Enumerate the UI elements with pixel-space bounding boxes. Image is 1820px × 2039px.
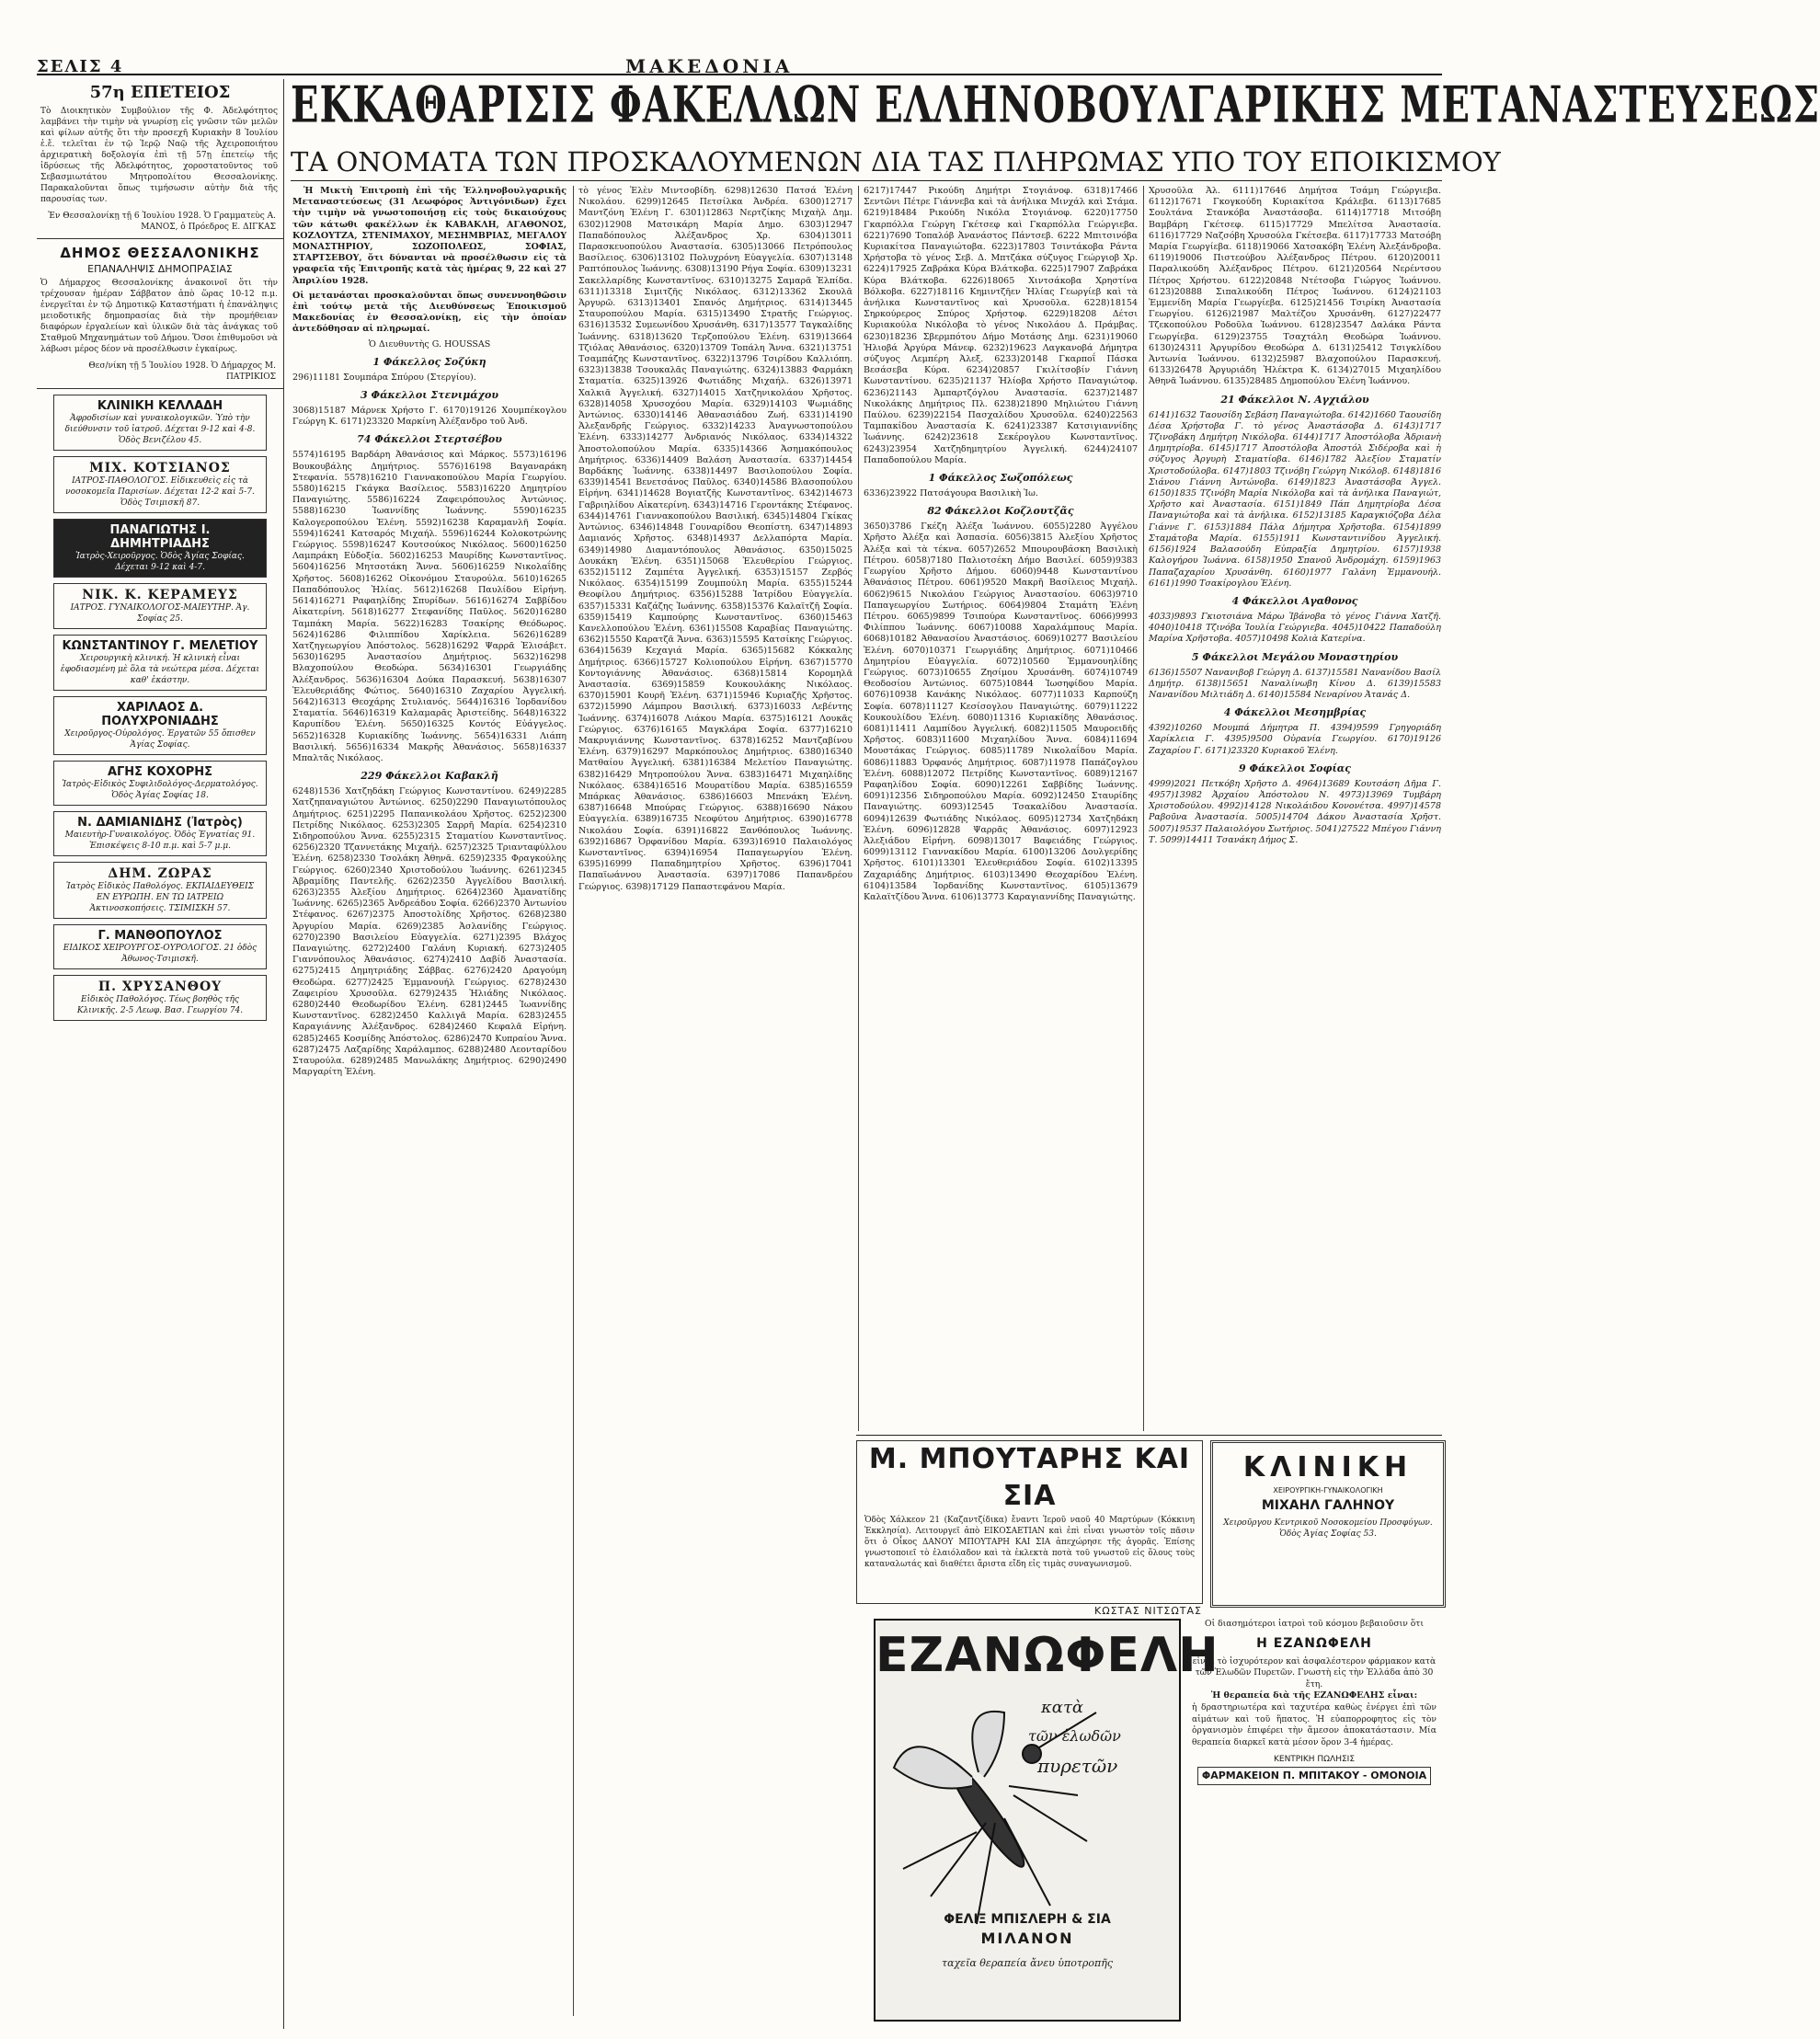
ad-title: ΑΓΗΣ ΚΟΧΟΡΗΣ (107, 765, 213, 779)
ezinfo-body: εἶναι τὸ ἰσχυρότερον καὶ ἀσφαλέστερον φάρμακον κατὰ τῶν Ἑλωδῶν Πυρετῶν. Γνωστὴ εἰς τὴν Ἑλλάδα ἀπὸ 30 ἔτη. (1192, 1655, 1437, 1690)
ad-title: Ν. ΔΑΜΙΑΝΙΔΗΣ (Ἰατρὸς) (77, 816, 243, 830)
ad-kochoris (53, 761, 267, 806)
divider (37, 388, 283, 389)
folder-heading: 82 Φάκελλοι Κοζλουτζᾶς (927, 505, 1074, 518)
ad-text: Ἰατρὸς Εἰδικὸς Παθολόγος. ΕΚΠΑΙΔΕΥΘΕΙΣ ΕΝ ΕΥΡΩΠΗ. ΕΝ ΤΩ ΙΑΤΡΕΙΩ Ἀκτινοσκοπήσεις. ΤΣΙΜΙΣΚΗ 57. (65, 882, 255, 913)
folder-list: Χρυσοῦλα Ἀλ. 6111)17646 Δημήτσα Τσάμη Γεώργιεβα. 6112)17671 Γκογκούδη Κυριακίτσα Κράλεβα. 6113)17685 Σουλτάνα Στανκόβα Ἀναστάσοβα. 6114)17718 Μιτσόβη Βαμβάρη Γκέτσεφ. 6115)17729 Μπελίτσα Ἀναστασία. 6116)17729 Ναζσόβη Χρυσούλα Γκέτσεβα. 6117)17733 Ματσόβη Μαρία Γεωργίεβα. 6118)19066 Χατσακόβη Ἑλένη Ἀλεξάνδροβα. 6119)19006 Πιστεούβου Ἀλέξανδρος Πέτρου. 6120)20011 Παραλικούδη Ἀλέξανδρος Πέτρου. 6121)20564 Νερέντσου Πέτρος Χρήστου. 6122)20848 Ντέτσοβα Γιώργος Ἰωάννου. 6123)20888 Σιπαλικούδη Πέτρος Ἰωάννου. 6124)21103 Ἐμμενίδη Μαρία Γεωργίεβα. 6125)21456 Τσιρίκη Ἀναστασία Γεωργίου. 6126)21987 Μαλτέζου Χρυσάνθη. 6127)22477 Τζεκοπούλου Ροδοῦλα Ἰωάννου. 6128)23547 Δαλάκα Ράντα Γεωργίεβα. 6129)23755 Τσαχτάλη Θεοδώρα Ἰωάννου. 6130)24311 Ἀργυρίδου Θεοδώρα Δ. 6131)25412 Τσιγκλίδου Ἀντωνία Ἰωάννου. 6132)25987 Βλαχοπούλου Παρασκευή. 6133)26478 Ἀργυριάδη Ἠλέκτρα Κ. 6134)27015 Μιχαηλίδου Ἀθηνᾶ Ἰωάννου. 6135)28485 Δημοπούλου Ἑλένη Ἰωάννου. (1149, 186, 1441, 387)
article-column-3 (864, 186, 1138, 1431)
folder-list: 4392)10260 Μουμπά Δήμητρα Π. 4394)9599 Γρηγοριάδη Χαρίκλεια Γ. 4395)9500 Οὐρανία Γεωργίου. 6170)19126 Ζαχαρίου Γ. 6171)23320 Κυριακοῦ Ἐλένη. (1149, 723, 1441, 756)
ezinfo-intro: Οἱ διασημότεροι ἰατροὶ τοῦ κόσμου βεβαιοῦσιν ὅτι (1205, 1619, 1424, 1629)
clinic-doctor-name: ΜΙΧΑΗΛ ΓΑΛΗΝΟΥ (1261, 1498, 1395, 1513)
headline-rule (291, 180, 1442, 181)
ad-text: ΙΑΤΡΟΣ. ΓΥΝΑΙΚΟΛΟΓΟΣ-ΜΑΙΕΥΤΗΡ. Ἁγ. Σοφίας 25. (70, 603, 250, 624)
anniversary-title: 57η ΕΠΕΤΕΙΟΣ (89, 83, 231, 102)
folder-list: 4999)2021 Πετκόβη Χρῆστο Δ. 4964)13689 Κουτσάση Δῆμα Γ. 4957)13982 Ἀρχαίου Ἀπόστολου Ν. 4973)13969 Τυμβάρη Χριστοδούλου. 4992)14128 Νικολάιδου Κονονέτσα. 4997)14578 Ραβοῦνα Ἀναστασία. 5005)14704 Δάκου Ἀναστασία Χρῆστ. 5007)19537 Παλαιολόγου Σωτήριος. 5041)27522 Μπέγου Γιάννη Τ. 5099)14411 Τσανάκη Δήμος Σ. (1149, 778, 1441, 845)
ezanofeli-line-3: πυρετῶν (1037, 1755, 1118, 1777)
ad-title: ΧΑΡΙΛΑΟΣ Δ. ΠΟΛΥΧΡΟΝΙΑΔΗΣ (101, 701, 219, 728)
folder-heading: 4 Φάκελλοι Αγαθονος (1231, 594, 1358, 607)
folder-list: 6217)17447 Ρικούδη Δημήτρι Στογιάνοφ. 6318)17466 Σεντῶνι Πέτρε Γιάννεβα καὶ τὰ ἀνήλικα Μινχάλ καὶ Στάμα. 6219)18484 Ρικούδη Νικόλα Στογιάνοφ. 6220)17750 Γκαρπόλλα Γεώργη Γκέτσεφ καὶ Γκαρπόλλα Γεώργιεβα. 6221)7690 Τοπαλόβ Ἀνανάστος Πάντσεβ. 6222 Μπιτσινόβα Κυριακίτσα Παναγιώτοβα. 6223)17803 Τσιντάκοβα Ράντα Χρήστοβα τὸ γένος Σεβ. Δ. Μπτζάκα σύζυγος Γεώργιοβ Χρ. 6224)17925 Ζαβράκα Κύρα Βλάτκοβα. 6225)17907 Ζαβράκα Κύρα Βλάτκοβα. 6226)18065 Χιντσάκοβα Χρηστίνα Βόλκοβα. 6227)18116 Κημιντζῆεν Ἠλίας Γεωργίεβ καὶ τὰ ἀνήλικα Κωνσταντῖνος καὶ Χρυσοῦλα. 6228)18154 Σηρκούρερος Σπύρος Χρήστοφ. 6229)18208 Δέτσι Κυριακούλα Νικόλοβα τὸ γένος Νικολάου Δ. Πράμβας. 6230)18236 Σβερμπότου Δήμο Μοτάσης Δημ. 6231)19060 Ἠλιοβά Ἀργύρα Μάνεφ. 6232)19623 Λαγκανοβά Δήμητρα σύζυγος Λεμπέρη Ἀλεξ. 6233)20148 Γκαρποΐ Πάσκα Βεσάσεβα Κύρα. 6234)20857 Γκιλίτσοβίν Γιάννη Κωνσταντίνου. 6235)21137 Ἠλίοβα Χρήστο Παναγιώτοφ. 6236)21143 Ἀμπαρτζόγλου Ἀναστασία. 6237)21487 Νικολάκης Δημήτριος Πλ. 6238)21890 Μηλιώτου Γιάννη Παύλου. 6239)22154 Πασχαλίδου Χρυσοῦλα. 6240)22563 Ταμπακίδου Ἀναστασία Κ. 6241)23387 Κατσιγιαννίδης Ἰωάννης. 6242)23618 Σεκέρογλου Κωνσταντῖνος. 6243)23954 Χατζηδημητρίου Ἀγγελική. 6244)24107 Παπαδοπούλου Μαρία. (864, 186, 1138, 465)
clinic-subtitle: ΧΕΙΡΟΥΡΓΙΚΗ-ΓΥΝΑΙΚΟΛΟΓΙΚΗ (1273, 1486, 1383, 1495)
ad-kotsianos (53, 456, 267, 513)
ad-text: ΕΙΔΙΚΟΣ ΧΕΙΡΟΥΡΓΟΣ-ΟΥΡΟΛΟΓΟΣ. 21 ὁδὸς Ἀθωνος-Τσιμισκῆ. (63, 944, 258, 964)
anniversary-text: Τὸ Διοικητικὸν Συμβούλιον τῆς Φ. Ἀδελφότητος λαμβάνει τὴν τιμὴν νὰ γνωρίσῃ εἰς γνῶσιν τῶν μελῶν καὶ φίλων αὐτῆς ὅτι τὴν προσεχῆ Κυριακὴν 8 Ἰουλίου ἑ.ἔ. τελεῖται ἐν τῷ Ἱερῷ Ναῷ τῆς Ἀχειροποιήτου ἀρχιερατικὴ δοξολογία ἐπὶ τῇ 57ῃ ἐπετείῳ τῆς ἱδρύσεως τῆς Ἀδελφότητος, χοροστατοῦντος τοῦ Σεβασμιωτάτου Μητροπολίτου Θεσσαλονίκης. Παρακαλοῦνται ὅπως τιμήσωσιν αὐτὴν διὰ τῆς παρουσίας των. (40, 107, 278, 204)
ad-title: Π. ΧΡΥΣΑΝΘΟΥ (97, 979, 223, 994)
ad-dimitriadis (53, 519, 267, 578)
ad-damianidis (53, 811, 267, 856)
ezanofeli-line-2: τῶν ἑλωδῶν (1028, 1727, 1121, 1745)
municipal-text: Ὁ Δήμαρχος Θεσσαλονίκης ἀνακοινοῖ ὅτι τὴν τρέχουσαν ἡμέραν Σάββατον ἀπὸ ὥρας 10-12 π.μ. ἐνεργεῖται ἐν τῷ Δημοτικῷ Καταστήματι ἡ ἐπανάληψις μειοδοτικῆς δημοπρασίας διὰ τὴν προμήθειαν διαφόρων ἐργαλείων καὶ ὑλικῶν διὰ τὰς ἀνάγκας τοῦ Σταθμοῦ Μηχανημάτων τοῦ Δήμου. Ὅσοι ἐπιθυμοῦσι νὰ λάβωσι μέρος δέον νὰ προσέλθωσιν ἐγκαίρως. (40, 279, 278, 354)
folder-list: 6141)1632 Ταουσίδη Σεβάση Παναγιώτοβα. 6142)1660 Ταουσίδη Δέσα Χρήστοβα Γ. τὸ γένος Ἀναστάσοβα Δ. 6143)1717 Τζινοβάκη Δημήτρη Νικόλοβα. 6144)1717 Ἀποστόλοβα Ἀδριανὴ Δημητρίοβα. 6145)1717 Ἀποστόλοβα Ἀποστόλ Σιδέροβα καὶ ἡ σύζυγος Ἀργυρὴ Σταματίοβα. 6146)1782 Ἀλεξίου Σταματίν Χριστοδούλοβα. 6147)1803 Τζινόβη Γεώργη Νικόλοβ. 6148)1816 Σιάνου Γιάννη Ἀντώνοβα. 6149)1823 Ἀναστάσοβα Ἀγγελ. 6150)1835 Τζινόβη Μαρία Νικόλοβα καὶ τὰ ἀνήλικα Παναγιώτ, Χρῆστο καὶ Ἀναστασία. 6151)1849 Πάπ Δημητρίοβα Δέσα Παναγιώτοβα καὶ τὰ ἀνήλικα. 6152)13185 Καραγκιόζοβα Δέλα Γιάννε Γ. 6153)1884 Πάλα Δήμητρα Χρῆστοβα. 6154)1899 Σταμάτοβα Μαρία. 6155)1911 Κωνσταντινίδου Ἀγγελική. 6156)1924 Βαλασούδη Εὐπραξία Δημητρίου. 6157)1938 Καλογήρου Ἰωάννα. 6158)1950 Σπανοῦ Ἀνδρομάχη. 6159)1963 Παπαζαχαρίου Χρυσάνθη. 6160)1977 Γαλάνη Ἐμμανουήλ. 6161)1990 Τσακίρογλου Ἑλένη. (1149, 409, 1441, 589)
ad-text: Ἀφροδισίων καὶ γυναικολογικῶν. Ὑπὸ τὴν διεύθυνσιν τοῦ ἰατροῦ. Δέχεται 9-12 καὶ 4-8. Ὁδὸς Βενιζέλου 45. (64, 414, 256, 445)
ezinfo-points: ἡ δραστηριωτέρα καὶ ταχυτέρα καθὼς ἐνέργει ἐπὶ τῶν αἰμάτων καὶ τοῦ ἥπατος. Ἡ εὐαπορροφητος εἰς τὸν ὀργανισμὸν ἐπιφέρει τὴν ἄμεσον ἀποκατάστασιν. Μία θεραπεία διαρκεῖ κατὰ μέσον ὅρον 3-4 ἡμέρας. (1192, 1701, 1437, 1747)
left-column (37, 79, 284, 2029)
clinic-details: Χειροῦργου Κεντρικοῦ Νοσοκομείου Προσφύγων. Ὁδὸς Ἀγίας Σοφίας 53. (1223, 1518, 1433, 1539)
boutaris-title: Μ. ΜΠΟΥΤΑΡΗΣ ΚΑΙ ΣΙΑ (868, 1443, 1191, 1512)
folder-heading: 1 Φάκελλος Σωζοπόλεως (928, 472, 1073, 485)
ad-title: ΝΙΚ. Κ. ΚΕΡΑΜΕΥΣ (82, 588, 238, 602)
main-headline (291, 75, 1820, 143)
folder-list: 6248)1536 Χατζηδάκη Γεώργιος Κωνσταντίνου. 6249)2285 Χατζηπαναγιώτου Ἀντώνιος. 6250)2290 Παναγιωτόπουλος Δημήτριος. 6251)2295 Παπανικολάου Χρῆστος. 6252)2300 Πετρίδης Νικόλαος. 6253)2305 Σαρρῆ Μαρία. 6254)2310 Σιδηροπούλου Ἄννα. 6255)2315 Σταματίου Κωνσταντῖνος. 6256)2320 Τζαννετάκης Μιχαήλ. 6257)2325 Τριανταφύλλου Ἑλένη. 6258)2330 Τσολάκη Ἀθηνᾶ. 6259)2335 Φραγκούλης Γεώργιος. 6260)2340 Χριστοδούλου Ἰωάννης. 6261)2345 Ἀβραμίδης Παντελῆς. 6262)2350 Ἀγγελίδου Βασιλική. 6263)2355 Ἀλεξίου Δημήτριος. 6264)2360 Ἀμανατίδης Ἰωάννης. 6265)2365 Ἀνδρεάδου Σοφία. 6266)2370 Ἀντωνίου Στέφανος. 6267)2375 Ἀποστολίδης Χρῆστος. 6268)2380 Ἀργυρίου Μαρία. 6269)2385 Ἀσλανίδης Γεώργιος. 6270)2390 Βασιλείου Εὐαγγελία. 6271)2395 Βλάχος Παναγιώτης. 6272)2400 Γαλάνη Κυριακή. 6273)2405 Γιαννόπουλος Ἀθανάσιος. 6274)2410 Δαβίδ Ἀναστασία. 6275)2415 Δημητριάδης Σάββας. 6276)2420 Δραγούμη Θεοδώρα. 6277)2425 Ἐμμανουήλ Γεώργιος. 6278)2430 Ζαφειρίου Χρυσοῦλα. 6279)2435 Ἠλιάδης Νικόλαος. 6280)2440 Θεοδωρίδου Ἑλένη. 6281)2445 Ἰωαννίδης Κωνσταντῖνος. 6282)2450 Καλλιγᾶ Μαρία. 6283)2455 Καραγιάννης Ἀλέξανδρος. 6284)2460 Κεφαλᾶ Εἰρήνη. 6285)2465 Κοσμίδης Ἀπόστολος. 6286)2470 Κυπραίου Ἄννα. 6287)2475 Λαζαρίδης Χαράλαμπος. 6288)2480 Λεονταρίδου Σταυρούλα. 6289)2485 Μανωλάκης Δημήτριος. 6290)2490 Μαργαρίτη Ἑλένη. (292, 786, 567, 1078)
folder-heading: 229 Φάκελλοι Καβακλῆ (361, 770, 498, 783)
ads-rule (856, 1435, 1442, 1436)
ad-text: Ἰατρὸς-Χειροῦργος. Ὁδὸς Ἁγίας Σοφίας. Δέχεται 9-12 καὶ 4-7. (75, 552, 245, 572)
ad-text: Ἰατρὸς-Εἰδικὸς Συφιλιδολόγος-Δερματολόγος. Ὁδὸς Ἁγίας Σοφίας 18. (62, 780, 258, 800)
ad-text: Μαιευτὴρ-Γυναικολόγος. Ὁδὸς Ἐγνατίας 91. Ἐπισκέψεις 8-10 π.μ. καὶ 5-7 μ.μ. (64, 830, 256, 851)
ad-chrysanthou (53, 975, 267, 1021)
ezinfo-pharmacy: ΦΑΡΜΑΚΕΙΟΝ Π. ΜΠΙΤΑΚΟΥ - ΟΜΟΝΟΙΑ (1197, 1767, 1431, 1785)
folder-list: 6336)23922 Πατσάγουρα Βασιλικὴ Ἰω. (864, 488, 1038, 499)
folder-heading: 1 Φάκελλος Σοζύκη (372, 355, 486, 368)
folder-heading: 3 Φάκελλοι Στενιμάχου (361, 389, 498, 402)
ezinfo-highlight: Ἡ θεραπεία διὰ τῆς ΕΖΑΝΩΦΕΛΗΣ εἶναι: (1210, 1690, 1418, 1701)
ad-title: ΔΗΜ. ΖΩΡΑΣ (108, 866, 212, 881)
ad-meletiou (53, 635, 267, 691)
ad-ezanofeli (874, 1619, 1219, 2022)
divider (37, 238, 283, 239)
municipal-subheading: ΕΠΑΝΑΛΗΨΙΣ ΔΗΜΟΠΡΑΣΙΑΣ (87, 263, 233, 275)
ezanofeli-brand: ΕΖΑΝΩΦΕΛΗ (876, 1628, 1219, 1683)
ad-text: ΙΑΤΡΟΣ-ΠΑΘΟΛΟΓΟΣ. Εἰδικευθεὶς εἰς τὰ νοσοκομεῖα Παρισίων. Δέχεται 12-2 καὶ 5-7. Ὁδὸς Τσιμισκῆ 87. (65, 476, 255, 508)
folder-heading: 5 Φάκελλοι Μεγάλου Μοναστηρίου (1191, 650, 1399, 663)
ad-polychroniadis (53, 696, 267, 755)
ad-title: Γ. ΜΑΝΘΟΠΟΥΛΟΣ (97, 929, 223, 943)
article-column-4 (1149, 186, 1441, 1431)
committee-note: Οἱ μετανάσται προσκαλοῦνται ὅπως συνεννοηθῶσιν ἐπὶ τούτῳ μετὰ τῆς Διευθύνσεως Ἐποικισμοῦ Μακεδονίας ἐν Θεσσαλονίκῃ, εἰς τὴν ὁποίαν ἀντεδόθησαν αἱ πληρωμαί. (292, 290, 567, 335)
headline-subtitle: ΤΑ ΟΝΟΜΑΤΑ ΤΩΝ ΠΡΟΣΚΑΛΟΥΜΕΝΩΝ ΔΙΑ ΤΑΣ ΠΛΗΡΩΜΑΣ ΥΠΟ ΤΟΥ ΕΠΟΙΚΙΣΜΟΥ (291, 146, 1501, 178)
masthead (37, 57, 1442, 75)
ezanofeli-city: ΜΙΛΑΝΟΝ (980, 1930, 1074, 1947)
column-divider (1143, 186, 1144, 1431)
folder-list: 5574)16195 Βαρδάρη Ἀθανάσιος καὶ Μάρκος. 5573)16196 Βουκουβάλης Δημήτριος. 5576)16198 Βαγαναράκη Στεφανία. 5578)16210 Γιαννακοπούλου Μαρία Γεωργίου. 5580)16215 Γκάγκα Βασίλειος. 5583)16220 Δημητρίου Παναγιώτης. 5586)16224 Ζαφειρόπουλος Ἀντώνιος. 5588)16230 Ἰωαννίδης Ἰωάννης. 5590)16235 Καλογεροπούλου Ἑλένη. 5592)16238 Καραμανλῆ Σοφία. 5594)16241 Κατσαρός Μιχαήλ. 5596)16244 Κολοκοτρώνης Γεώργιος. 5598)16247 Κουτσούκος Νικόλαος. 5600)16250 Λαμπράκη Εὐδοξία. 5602)16253 Μαυρίδης Κωνσταντῖνος. 5604)16256 Μητσοτάκη Ἄννα. 5606)16259 Νικολαΐδης Χρῆστος. 5608)16262 Οἰκονόμου Σταυρούλα. 5610)16265 Παπαδόπουλος Ἠλίας. 5612)16268 Παυλίδου Εἰρήνη. 5614)16271 Ραφαηλίδης Σπυρίδων. 5616)16274 Σαββίδου Αἰκατερίνη. 5618)16277 Στεφανίδης Παῦλος. 5620)16280 Ταμπάκη Μαρία. 5622)16283 Τσακίρης Θεόδωρος. 5624)16286 Φιλιππίδου Χαρίκλεια. 5626)16289 Χατζηγεωργίου Ἀπόστολος. 5628)16292 Ψαρρᾶ Ἐλισάβετ. 5630)16295 Ἀναστασίου Δημήτριος. 5632)16298 Βλαχοπούλου Θεοδώρα. 5634)16301 Γεωργιάδης Ἀλέξανδρος. 5636)16304 Δούκα Παρασκευή. 5638)16307 Ἐλευθεριάδης Φώτιος. 5640)16310 Ζαχαρίου Ἀγγελική. 5642)16313 Θεοχάρης Στυλιανός. 5644)16316 Ἰορδανίδου Σταματία. 5646)16319 Καλαμαρᾶς Ἀριστείδης. 5648)16322 Καρυπίδου Ἑλένη. 5650)16325 Κοντός Εὐάγγελος. 5652)16328 Κυριακίδης Ἰωάννης. 5654)16331 Λιάπη Βασιλική. 5656)16334 Μακρῆς Ἀθανάσιος. 5658)16337 Μπαλτᾶς Νικόλαος. (292, 450, 567, 763)
committee-intro: Ἡ Μικτὴ Ἐπιτροπὴ ἐπὶ τῆς Ἑλληνοβουλγαρικῆς Μεταναστεύσεως (31 Λεωφόρος Ἀντιγόνιδων) ἔχει τὴν τιμὴν νὰ γνωστοποιήσῃ εἰς τοὺς δικαιούχους τῶν κάτωθι φακέλλων ἐκ ΚΑΒΑΚΛΗ, ΑΓΑΘΟΝΟΣ, ΚΟΖΛΟΥΤΖΑ, ΣΤΕΝΙΜΑΧΟΥ, ΜΕΣΗΜΒΡΙΑΣ, ΜΕΓΑΛΟΥ ΜΟΝΑΣΤΗΡΙΟΥ, ΣΩΖΟΠΟΛΕΩΣ, ΣΟΦΙΑΣ, ΣΤΑΡΤΣΕΒΟΥ, ὅτι δύνανται νὰ προσέλθωσιν εἰς τὰ γραφεῖα τῆς Ἐπιτροπῆς κατὰ τὰς ἡμέρας 9, 22 καὶ 27 Ἀπριλίου 1928. (292, 186, 567, 286)
ezinfo-title: Η ΕΖΑΝΩΦΕΛΗ (1256, 1635, 1372, 1651)
municipal-signature: Θεσ/νίκη τῇ 5 Ἰουλίου 1928. Ὁ Δήμαρχος Μ. ΠΑΤΡΙΚΙΟΣ (88, 361, 276, 382)
headline-title: ΕΚΚΑΘΑΡΙΣΙΣ ΦΑΚΕΛΛΩΝ ΕΛΛΗΝΟΒΟΥΛΓΑΡΙΚΗΣ ΜΕΤΑΝΑΣΤΕΥΣΕΩΣ (291, 75, 1820, 135)
column-divider (858, 186, 859, 1431)
committee-signature: Ὁ Διευθυντὴς G. HOUSSAS (368, 338, 491, 349)
folder-heading: 21 Φάκελλοι Ν. Αγχιάλου (1220, 393, 1369, 406)
ad-text: Χειροῦργος-Οὐρολόγος. Ἐργατῶν 55 ὄπισθεν Ἁγίας Σοφίας. (64, 729, 256, 750)
folder-list: 4033)9893 Γκιοτσιάνα Μάρω Ἰβάνοβα τὸ γένος Γιάννα Χατζῆ. 4040)10418 Τζινόβα Ἰουλία Γεώργιεβα. 4045)10422 Παπαδούλη Μαρίνα Χρῆστοβα. 4057)10498 Κολιὰ Κατερίνα. (1149, 611, 1441, 645)
folder-list: τὸ γένος Ἐλὲν Μιντσοβίδη. 6298)12630 Πατσά Ἑλένη Νικολάου. 6299)12645 Πετσίλκα Ἀνδρέα. 6300)12717 Μαντζόνη Ἑλένη Γ. 6301)12863 Νερτζίκης Μιχαὴλ Δημ. 6302)12908 Ματσικάρη Μαρία Δημο. 6303)12947 Παπαδόπουλος Ἀλέξανδρος Χρ. 6304)13011 Παρασκευοπούλου Ἀναστασία. 6305)13066 Πετρόπουλος Βασίλειος. 6306)13102 Πολυχρόνη Εὐαγγελία. 6307)13148 Ραπτόπουλος Ἰωάννης. 6308)13190 Ρήγα Σοφία. 6309)13231 Σακελλαρίδης Κωνσταντῖνος. 6310)13275 Σαμαρᾶ Ἐλπίδα. 6311)13318 Σιμιτζῆς Νικόλαος. 6312)13362 Σκουλᾶ Ἀργυρῶ. 6313)13401 Σπανός Δημήτριος. 6314)13445 Σταυροπούλου Μαρία. 6315)13490 Στρατῆς Γεώργιος. 6316)13532 Συμεωνίδου Χρυσάνθη. 6317)13577 Ταγκαλίδης Ἰωάννης. 6318)13620 Τερζοπούλου Ἑλένη. 6319)13664 Τζιόλας Ἀθανάσιος. 6320)13709 Τοπάλη Ἄννα. 6321)13751 Τσαμπάζης Κωνσταντῖνος. 6322)13796 Τσιρίδου Καλλιόπη. 6323)13838 Τσουκαλᾶς Παναγιώτης. 6324)13883 Φαρμάκη Σταματία. 6325)13926 Φωτιάδης Μιχαήλ. 6326)13971 Χαλκιᾶ Ἀγγελική. 6327)14015 Χατζηνικολάου Χρῆστος. 6328)14058 Χρυσοχόου Μαρία. 6329)14103 Ψωμιάδης Ἀντώνιος. 6330)14146 Ἀθανασιάδου Ζωή. 6331)14190 Ἀλεξανδρῆς Γεώργιος. 6332)14233 Ἀναγνωστοπούλου Ἑλένη. 6333)14277 Ἀνδριανός Νικόλαος. 6334)14322 Ἀποστολοπούλου Μαρία. 6335)14366 Ἀσημακόπουλος Δημήτριος. 6336)14409 Βαλάση Ἀναστασία. 6337)14454 Βαρδάκης Ἰωάννης. 6338)14497 Βασιλοπούλου Σοφία. 6339)14541 Βενετσάνος Παῦλος. 6340)14586 Βλασοπούλου Εἰρήνη. 6341)14628 Βογιατζῆς Κωνσταντῖνος. 6342)14673 Γαβριηλίδου Αἰκατερίνη. 6343)14716 Γεροντάκης Στέφανος. 6344)14761 Γιαννακοπούλου Βασιλική. 6345)14804 Γκίκας Ἀντώνιος. 6346)14848 Γουναρίδου Θεοπίστη. 6347)14893 Δαμιανός Χρῆστος. 6348)14937 Δελλαπόρτα Μαρία. 6349)14980 Διαμαντόπουλος Ἀθανάσιος. 6350)15025 Δουκάκη Ἑλένη. 6351)15068 Ἐλευθερίου Γεώργιος. 6352)15112 Ζαμπέτα Ἀγγελική. 6353)15157 Ζερβός Νικόλαος. 6354)15199 Ζουμπούλη Μαρία. 6355)15244 Θεοφίλου Δημήτριος. 6356)15288 Ἰατρίδου Εὐαγγελία. 6357)15331 Καζάζης Ἰωάννης. 6358)15376 Καλαϊτζῆ Σοφία. 6359)15419 Καμπούρης Κωνσταντῖνος. 6360)15463 Κανελλοπούλου Ἑλένη. 6361)15508 Καραβίας Παναγιώτης. 6362)15550 Καρατζᾶ Ἄννα. 6363)15595 Κατσίκης Γεώργιος. 6364)15639 Κεχαγιά Μαρία. 6365)15682 Κόκκαλης Δημήτριος. 6366)15727 Κολιοπούλου Εἰρήνη. 6367)15770 Κοντογιάννης Ἀθανάσιος. 6368)15814 Κορομηλᾶ Ἀναστασία. 6369)15859 Κουκουλάκης Νικόλαος. 6370)15901 Κουρῆ Ἑλένη. 6371)15946 Κυριαζῆς Χρῆστος. 6372)15990 Λάμπρου Βασιλική. 6373)16033 Λεβέντης Ἰωάννης. 6374)16078 Λιάκου Μαρία. 6375)16121 Λουκᾶς Γεώργιος. 6376)16165 Μαγκλάρα Σοφία. 6377)16210 Μακρυγιάννης Κωνσταντῖνος. 6378)16252 Μαντζαβίνου Ἑλένη. 6379)16297 Μαρκόπουλος Δημήτριος. 6380)16340 Ματθαίου Ἀγγελική. 6381)16384 Μελετίου Παναγιώτης. 6382)16429 Μητροπούλου Ἄννα. 6383)16471 Μιχαηλίδης Νικόλαος. 6384)16516 Μουρατίδου Μαρία. 6385)16559 Μπάρκας Ἀθανάσιος. 6386)16603 Μπενάκη Ἑλένη. 6387)16648 Μπούρας Γεώργιος. 6388)16690 Νάκου Εὐαγγελία. 6389)16735 Νεοφύτου Δημήτριος. 6390)16778 Νικολάου Σοφία. 6391)16822 Ξανθόπουλος Ἰωάννης. 6392)16867 Ὀρφανίδου Μαρία. 6393)16910 Παλαιολόγος Κωνσταντῖνος. 6394)16954 Παπαγεωργίου Ἑλένη. 6395)16999 Παπαδημητρίου Χρῆστος. 6396)17041 Παπαϊωάννου Ἀναστασία. 6397)17086 Παπανδρέου Γεώργιος. 6398)17129 Παπαστεφάνου Μαρία. (578, 186, 853, 892)
ad-text: Εἰδικὸς Παθολόγος. Τέως βοηθὸς τῆς Κλινικῆς. 2-5 Λεωφ. Βασ. Γεωργίου 74. (76, 995, 244, 1015)
ad-clinic-galinou (1210, 1440, 1446, 1608)
folder-heading: 74 Φάκελλοι Στερτσέβου (357, 433, 502, 446)
ezinfo-pharmacy-head: ΚΕΝΤΡΙΚΗ ΠΩΛΗΣΙΣ (1273, 1755, 1356, 1765)
ezanofeli-maker: ΦΕΛΙΞ ΜΠΙΣΛΕΡΗ & ΣΙΑ (944, 1912, 1111, 1927)
ad-title: ΠΑΝΑΓΙΩΤΗΣ Ι. ΔΗΜΗΤΡΙΑΔΗΣ (109, 523, 211, 551)
folder-list: 6136)15507 Νανανιβοβ Γεώργη Δ. 6137)15581 Νανανίδου Βασίλ Δημήτρ. 6138)15651 Ναναλίνωβη Κίνου Δ. 6139)15583 Νανανίδου Μιλτιάδη Δ. 6140)15584 Νεναρίνου Ἀτανάς Δ. (1149, 667, 1441, 700)
ad-kerameus (53, 583, 267, 629)
page-number: ΣΕΛΙΣ 4 (37, 57, 124, 76)
article-column-1 (292, 186, 567, 2016)
clinic-title: ΚΛΙΝΙΚΗ (1242, 1451, 1414, 1483)
folder-heading: 4 Φάκελλοι Μεσημβρίας (1223, 706, 1367, 719)
folder-list: 296)11181 Σουμπάρα Σπύρου (Στεργίου). (292, 372, 476, 383)
ad-kellади (53, 395, 267, 451)
ad-boutaris (856, 1440, 1203, 1604)
ad-byline: ΚΩΣΤΑΣ ΝΙΤΣΩΤΑΣ (1093, 1605, 1202, 1617)
ad-zoras (53, 862, 267, 919)
boutaris-text: Ὁδὸς Χάλκεον 21 (Καζαντζίδικα) ἔναντι Ἱεροῦ ναοῦ 40 Μαρτύρων (Κόκκινη Ἐκκλησία). Λειτουργεῖ ἀπὸ ΕΙΚΟΣΑΕΤΙΑΝ καὶ ἐπὶ εἶναι γνωστὸν τοῖς πᾶσιν ὅτι ὁ Οἶκος ΔΑΝΟΥ ΜΠΟΥΤΑΡΗ ΚΑΙ ΣΙΑ ἀπεχώρησε τῆς ἀγορᾶς. Ἐπίσης γνωστοποιεῖ τὸ ἐλαιόλαδον καὶ τὰ ἐκλεκτὰ ποτὰ τοῦ γνωστοῦ εἰς ὅλους τοὺς καταναλωτάς καὶ διαθέτει ἄριστα εἴδη εἰς τιμὰς συναγωνισμοῦ. (864, 1516, 1195, 1569)
folder-heading: 9 Φάκελλοι Σοφίας (1239, 762, 1351, 774)
ezanofeli-info (1186, 1619, 1442, 2018)
article-column-2 (578, 186, 853, 2016)
ezanofeli-line-1: κατὰ (1041, 1698, 1084, 1717)
municipal-heading: ΔΗΜΟΣ ΘΕΣΣΑΛΟΝΙΚΗΣ (60, 245, 260, 261)
folder-list: 3650)3786 Γκέζη Ἀλέξα Ἰωάννου. 6055)2280 Ἀγγέλου Χρῆστο Ἀλέξα καὶ Ἀσπασία. 6056)3815 Ἀλεξίου Χρῆστος Ἀλέξα καὶ τὰ τέκνα. 6057)2652 Μπουρουβάσκη Βασιλικὴ Πέτρου. 6058)7180 Παλιοτσέκη Δήμο Βασιλεί. 6059)9383 Γεωργίου Χρῆστο Δήμου. 6060)9448 Κωνσταντίνου Ἀθανάσιος Πέτρου. 6061)9520 Μακρῆ Βασίλειος Μιχαήλ. 6062)9615 Νικολάου Γεώργιος Ἀναστασίου. 6063)9710 Παπαγεωργίου Σωτήριος. 6064)9804 Σταμάτη Ἑλένη Πέτρου. 6065)9899 Τσιπούρα Κωνσταντῖνος. 6066)9993 Φιλίππου Ἰωάννης. 6067)10088 Χαραλάμπους Μαρία. 6068)10182 Ἀθανασίου Ἀναστάσιος. 6069)10277 Βασιλείου Ἑλένη. 6070)10371 Γεωργιάδης Δημήτριος. 6071)10466 Δημητρίου Εὐαγγελία. 6072)10560 Ἐμμανουηλίδης Γεώργιος. 6073)10655 Ζησίμου Χρυσάνθη. 6074)10749 Θεοδοσίου Ἀντώνιος. 6075)10844 Ἰωσηφίδου Μαρία. 6076)10938 Κανάκης Νικόλαος. 6077)11033 Καρπούζη Σοφία. 6078)11127 Κεσίσογλου Παναγιώτης. 6079)11222 Κουκουλίδου Ἑλένη. 6080)11316 Κυριακίδης Ἀθανάσιος. 6081)11411 Λαμπίδου Ἀγγελική. 6082)11505 Μαυροειδῆς Χρῆστος. 6083)11600 Μιχαηλίδου Ἄννα. 6084)11694 Μουστάκας Γεώργιος. 6085)11789 Νικολαΐδου Μαρία. 6086)11883 Ὀρφανός Δημήτριος. 6087)11978 Παπάζογλου Ἑλένη. 6088)12072 Πετρίδης Κωνσταντῖνος. 6089)12167 Ραφαηλίδου Σοφία. 6090)12261 Σαββίδης Ἰωάννης. 6091)12356 Σιδηροπούλου Μαρία. 6092)12450 Σταυρίδης Παναγιώτης. 6093)12545 Τσακαλίδου Ἀναστασία. 6094)12639 Φωτιάδης Νικόλαος. 6095)12734 Χατζηδάκη Ἑλένη. 6096)12828 Ψαρρᾶς Ἀθανάσιος. 6097)12923 Ἀλεξιάδου Εἰρήνη. 6098)13017 Βαφειάδης Γεώργιος. 6099)13112 Γιαννακίδου Μαρία. 6100)13206 Δουλγερίδης Χρῆστος. 6101)13301 Ἐλευθεριάδου Σοφία. 6102)13395 Ζαχαριάδης Δημήτριος. 6103)13490 Θεοχαρίδου Ἑλένη. 6104)13584 Ἰορδανίδης Κωνσταντῖνος. 6105)13679 Καλαϊτζίδου Ἄννα. 6106)13773 Καραγιαννίδης Παναγιώτης. (864, 521, 1138, 902)
folder-list: 3068)15187 Μάρνεκ Χρήστο Γ. 6170)19126 Χουμπέκογλου Γεώργη Κ. 6171)23320 Μαρκίνη Ἀλέξανδρο τοῦ Ἀνδ. (292, 406, 567, 428)
ad-manthopoulos (53, 924, 267, 969)
newspaper-name: ΜΑΚΕΔΟΝΙΑ (625, 55, 794, 77)
column-divider (573, 186, 574, 2016)
ad-text: Χειρουργικὴ κλινική. Ἡ κλινικὴ εἶναι ἐφοδιασμένη μὲ ὅλα τὰ νεώτερα μέσα. Δέχεται καθ' ἑκάστην. (60, 654, 260, 685)
ad-title: ΜΙΧ. ΚΟΤΣΙΑΝΟΣ (89, 461, 231, 475)
ad-title: ΚΩΝΣΤΑΝΤΙΝΟΥ Γ. ΜΕΛΕΤΙΟΥ (62, 639, 258, 653)
ezanofeli-tagline: ταχεῖα θεραπεία ἄνευ ὑποτροπῆς (941, 1957, 1113, 1969)
anniversary-signature: Ἐν Θεσσαλονίκῃ τῇ 6 Ἰουλίου 1928. Ὁ Γραμματεὺς Α. ΜΑΝΟΣ, ὁ Πρόεδρος Ε. ΔΙΓΚΑΣ (48, 212, 276, 232)
ad-title: ΚΛΙΝΙΚΗ ΚΕΛΛΑΔΗ (97, 399, 223, 413)
